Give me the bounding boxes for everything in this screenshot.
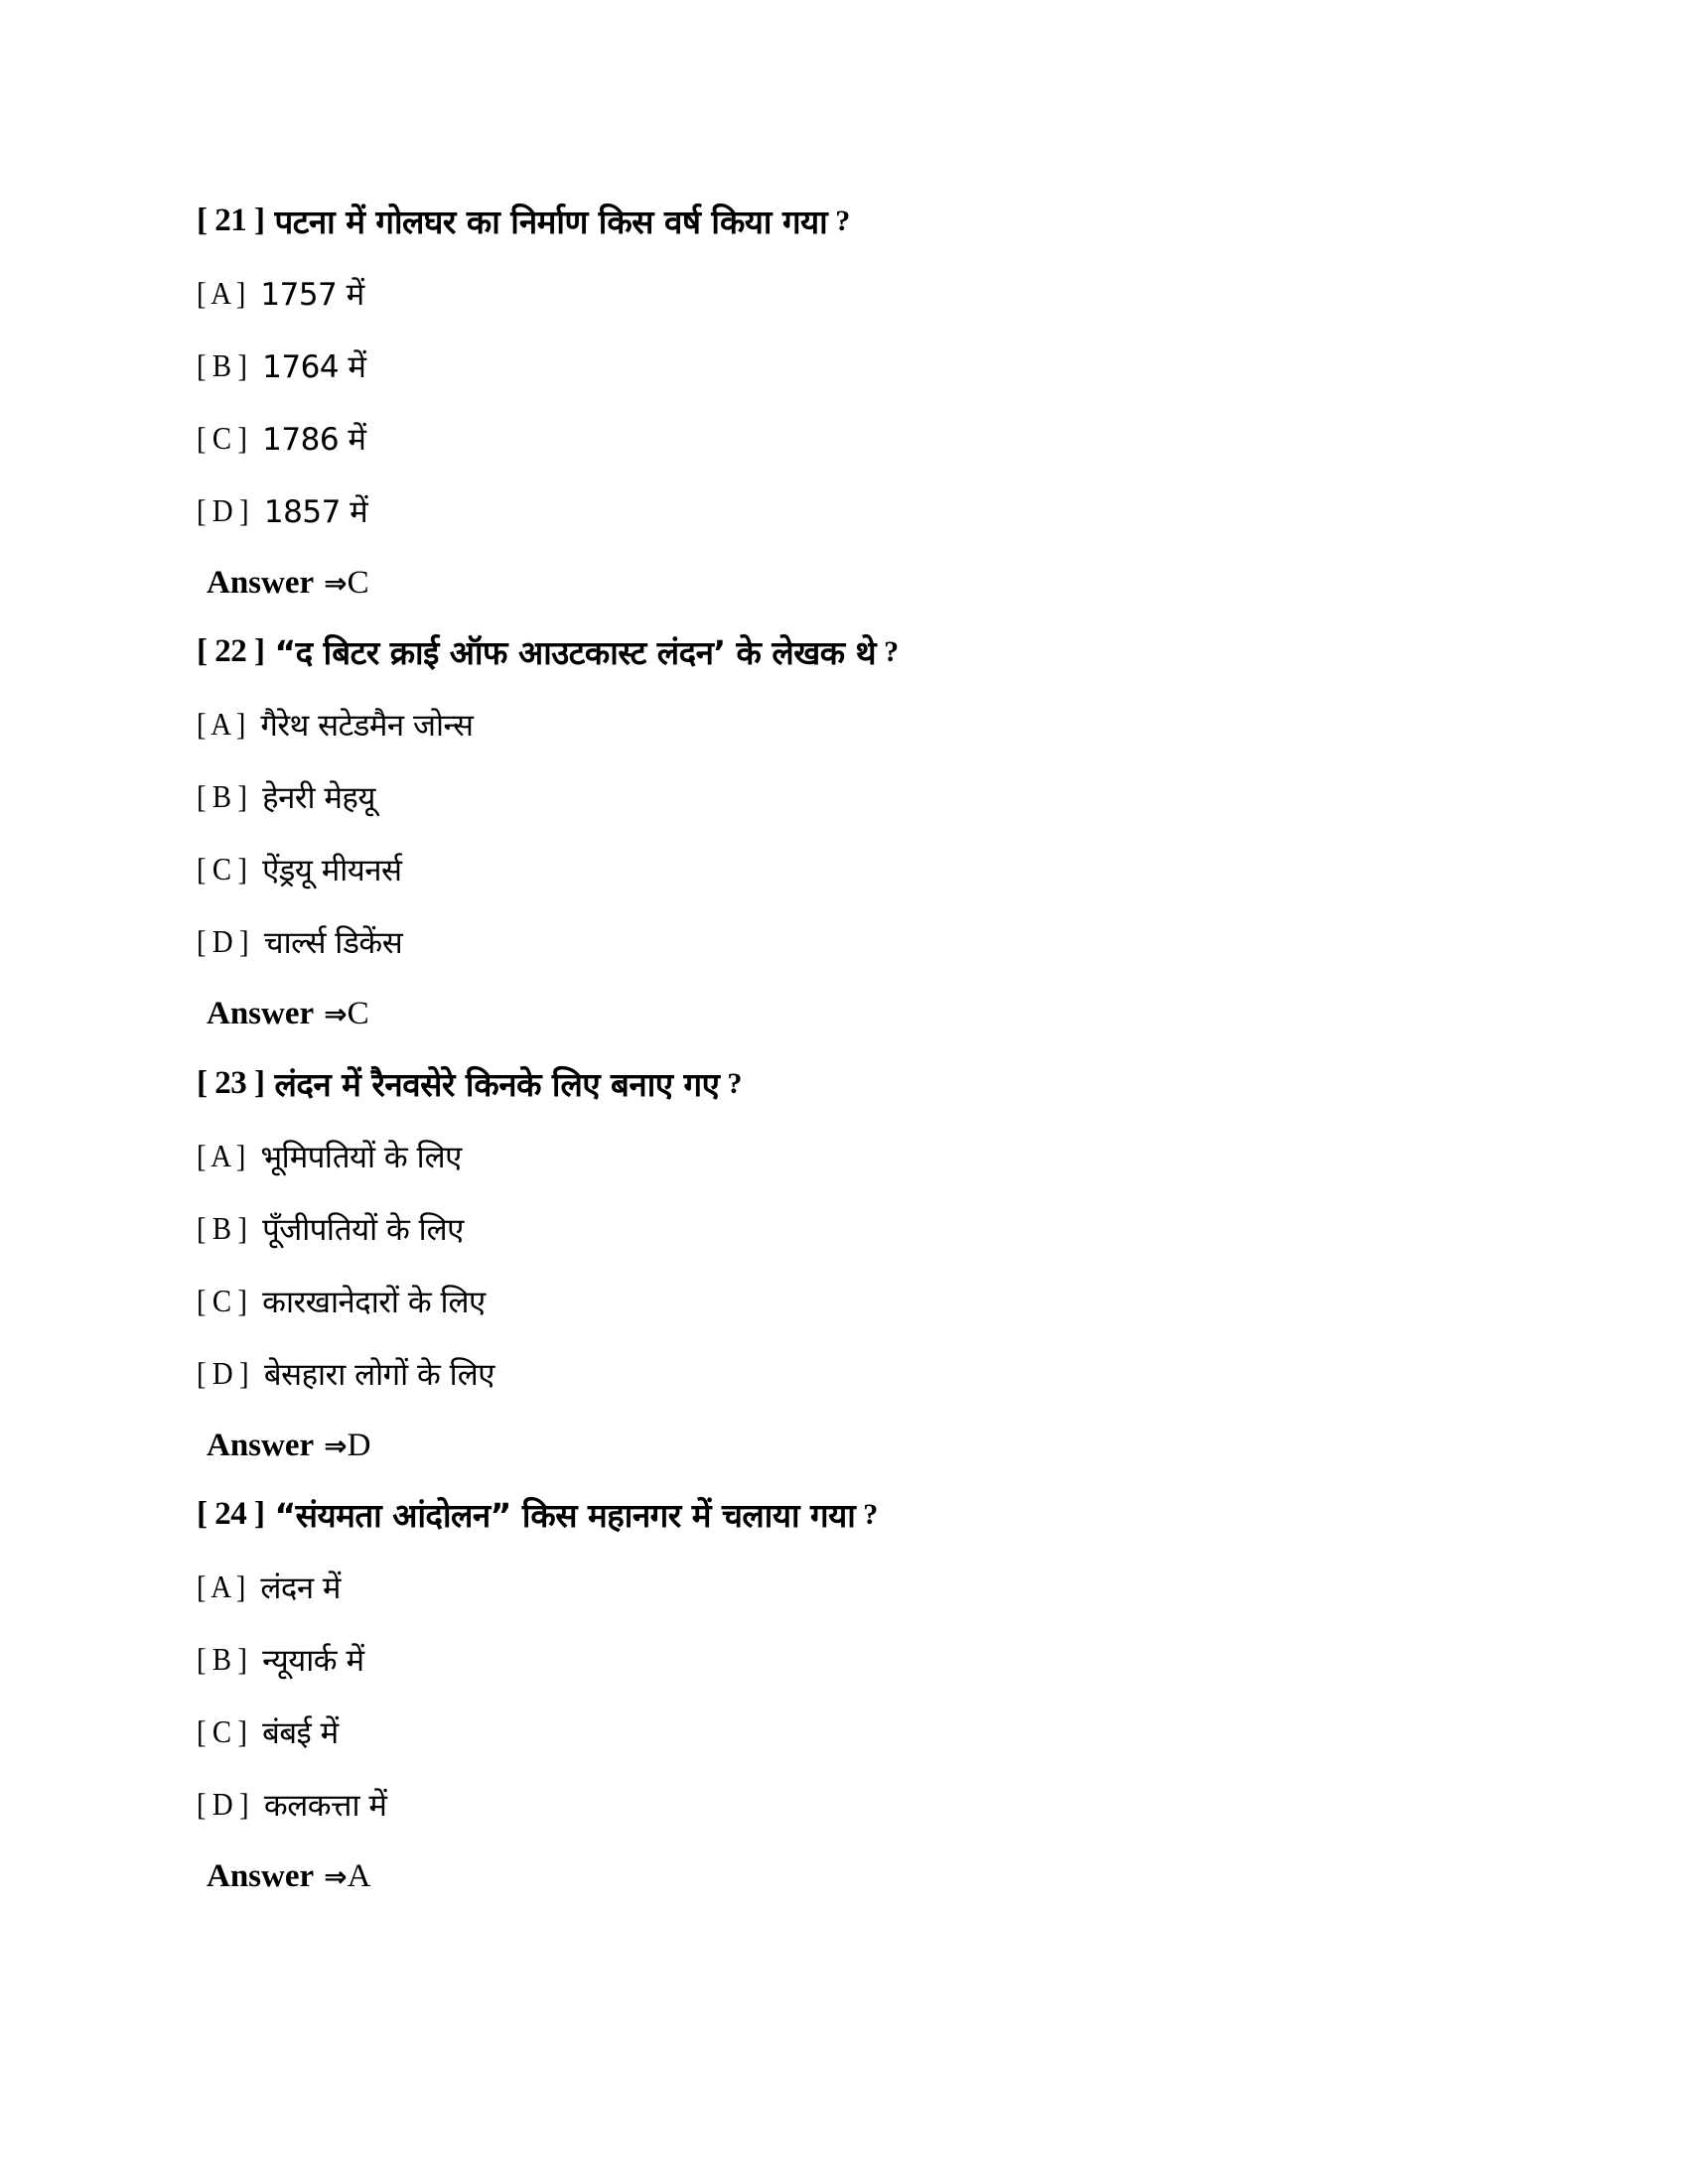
question-text: “संयमता आंदोलन” किस महानगर में चलाया गया [274,1496,856,1535]
question-title [197,1478,1487,1551]
option-c [197,1696,1487,1768]
question-block-23 [197,1047,1487,1482]
answer-label: Answer [207,996,315,1031]
option-text: बेसहारा लोगों के लिए [263,1356,494,1393]
answer-label: Answer [207,1428,315,1463]
option-text: पूँजीपतियों के लिए [262,1211,464,1248]
option-text: 1857 में [263,493,368,530]
option-c [197,833,1487,905]
option-label: [ B ] [197,778,247,814]
double-arrow-icon: ⇒ [324,567,348,600]
option-text: लंदन में [260,1570,341,1606]
answer-label: Answer [207,565,315,601]
option-label: [ A ] [197,706,245,742]
question-mark: ? [863,1497,878,1531]
option-a [197,257,1487,330]
question-title [197,185,1487,257]
option-c [197,1265,1487,1337]
option-text: 1757 में [260,276,364,313]
option-label: [ B ] [197,347,247,383]
double-arrow-icon: ⇒ [324,1860,348,1893]
question-mark: ? [835,204,850,237]
question-text: “द बिटर क्राई ऑफ आउटकास्ट लंदन’ के लेखक थे [274,633,877,672]
question-block-22 [197,615,1487,1050]
question-number: [ 23 ] [197,1065,265,1101]
question-title [197,615,1487,688]
question-mark: ? [727,1066,742,1100]
option-d [197,475,1487,547]
option-a [197,1120,1487,1192]
question-number: [ 22 ] [197,633,265,669]
option-b [197,1623,1487,1696]
question-block-21 [197,185,1487,619]
answer-value: D [347,1428,371,1463]
option-label: [ C ] [197,851,247,887]
option-label: [ D ] [197,492,249,528]
option-label: [ C ] [197,420,247,456]
option-text: गैरेथ सटेडमैन जोन्स [260,707,474,744]
option-label: [ A ] [197,275,245,311]
option-text: चार्ल्स डिकेंस [263,924,403,961]
option-label: [ C ] [197,1713,247,1749]
option-text: 1764 में [262,348,366,385]
question-block-24 [197,1478,1487,1913]
question-text: लंदन में रैनवसेरे किनके लिए बनाए गए [274,1065,720,1104]
option-label: [ A ] [197,1569,245,1604]
option-d [197,1768,1487,1841]
option-text: हेनरी मेहयू [262,779,375,816]
double-arrow-icon: ⇒ [324,998,348,1030]
option-label: [ D ] [197,1355,249,1391]
option-d [197,905,1487,978]
double-arrow-icon: ⇒ [324,1430,348,1462]
option-b [197,1192,1487,1265]
option-d [197,1337,1487,1410]
answer-line [197,978,1487,1050]
answer-value: A [347,1858,371,1894]
question-mark: ? [884,634,899,668]
question-number: [ 21 ] [197,203,265,238]
option-c [197,402,1487,475]
answer-value: C [347,565,369,601]
question-text: पटना में गोलघर का निर्माण किस वर्ष किया गया [274,203,828,241]
option-a [197,688,1487,760]
question-number: [ 24 ] [197,1496,265,1532]
answer-line [197,547,1487,619]
option-text: 1786 में [262,421,366,458]
option-label: [ A ] [197,1138,245,1173]
option-text: बंबई में [262,1714,339,1751]
answer-line [197,1410,1487,1482]
option-label: [ D ] [197,923,249,959]
option-label: [ C ] [197,1283,247,1318]
option-text: कारखानेदारों के लिए [262,1284,486,1320]
option-a [197,1551,1487,1623]
option-text: ऐंड्रयू मीयनर्स [262,852,402,888]
answer-label: Answer [207,1858,315,1894]
option-text: न्यूयार्क में [262,1642,364,1679]
option-b [197,760,1487,833]
option-label: [ D ] [197,1786,249,1822]
option-text: भूमिपतियों के लिए [260,1139,462,1175]
answer-value: C [347,996,369,1031]
option-label: [ B ] [197,1641,247,1677]
option-text: कलकत्ता में [263,1787,387,1824]
option-label: [ B ] [197,1210,247,1246]
option-b [197,330,1487,402]
answer-line [197,1841,1487,1913]
question-title [197,1047,1487,1120]
